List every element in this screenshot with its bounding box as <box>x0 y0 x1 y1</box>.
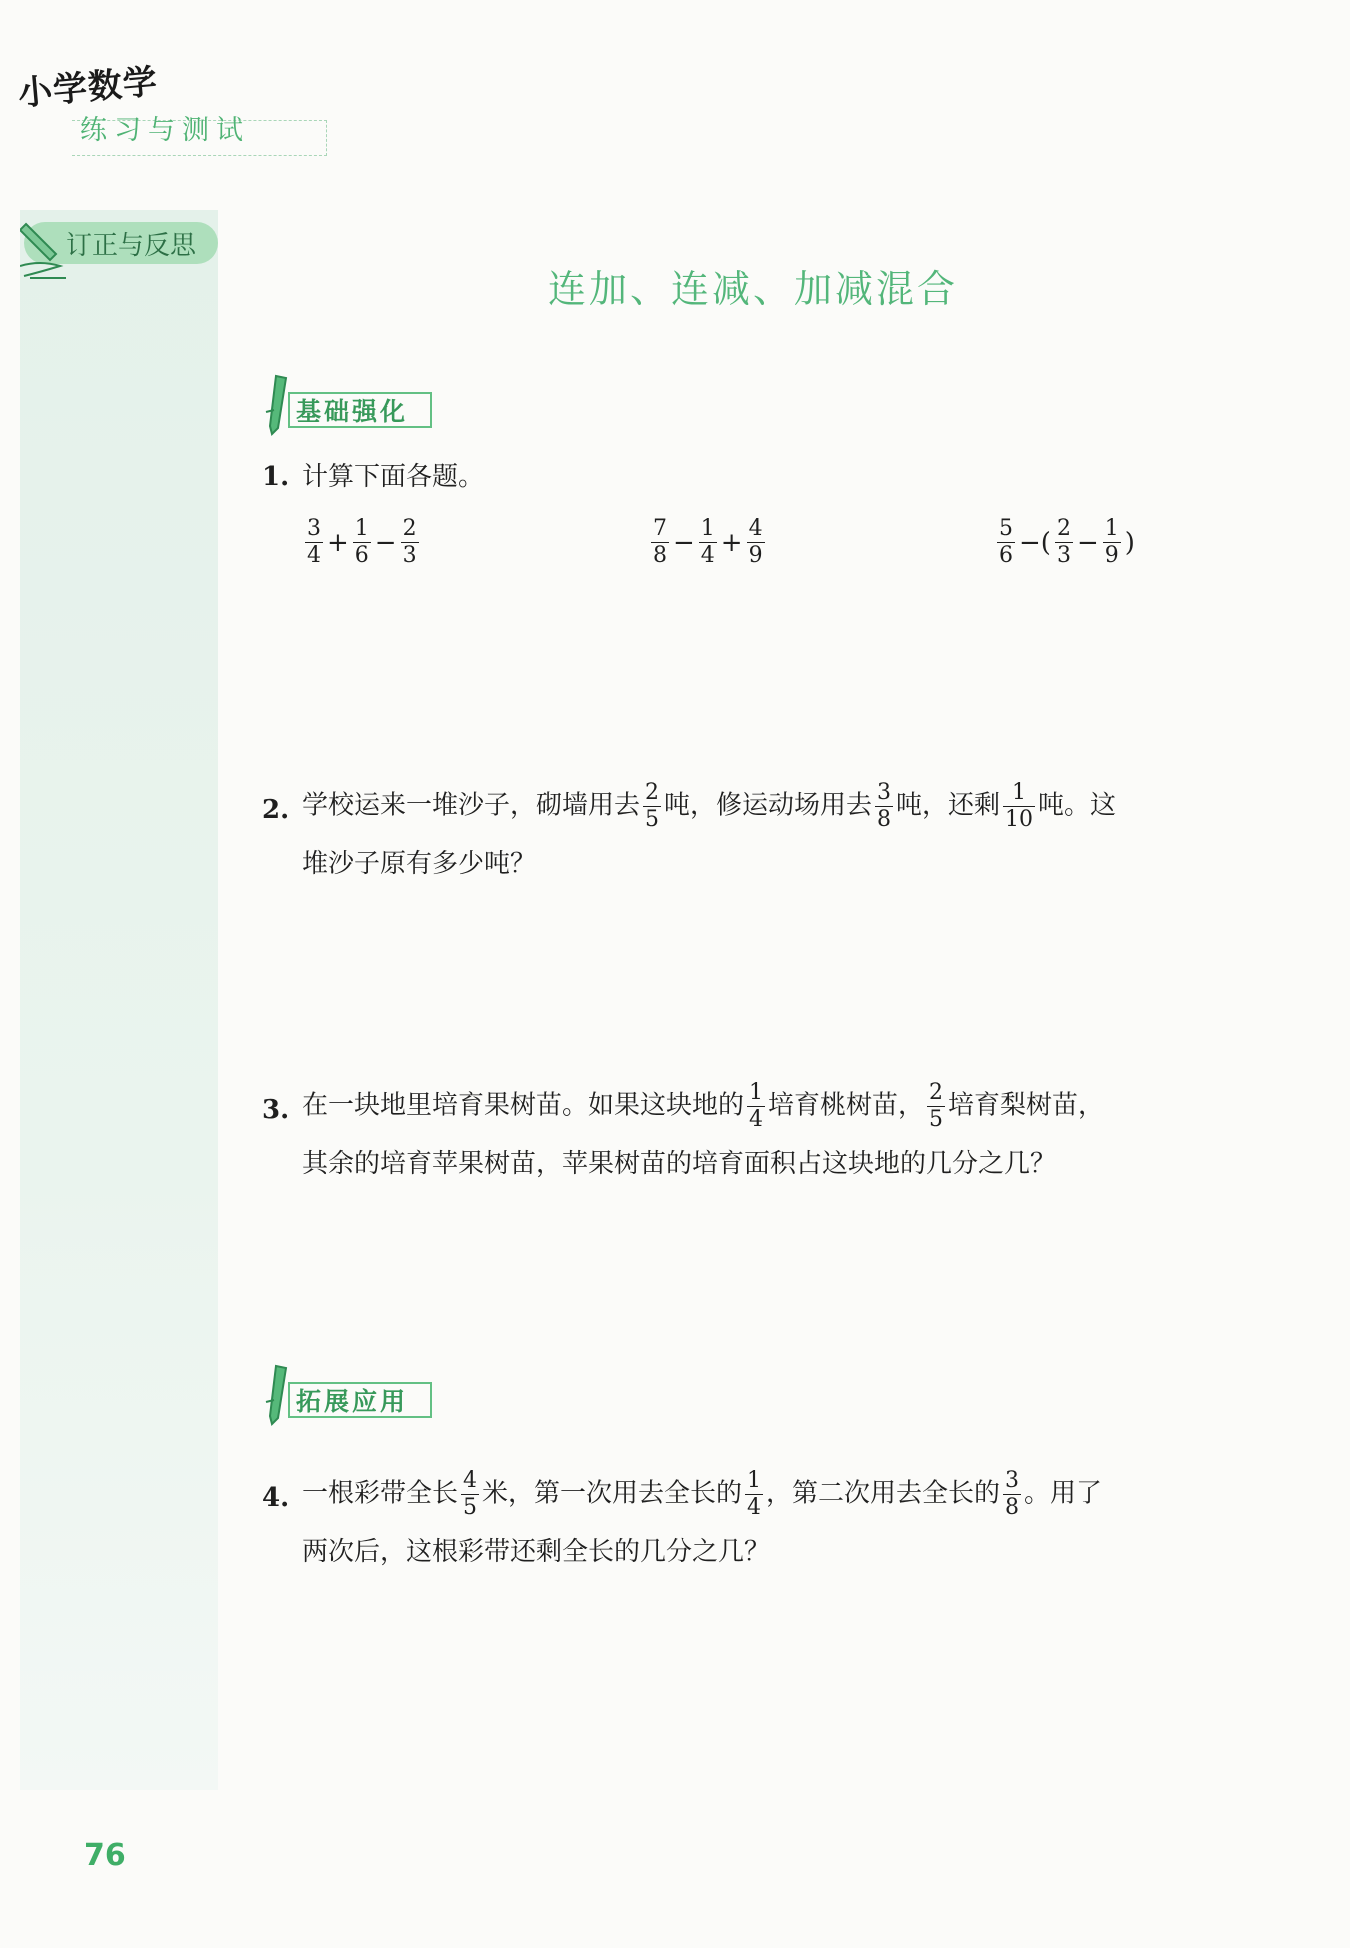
text-run: 。用了 <box>1024 1478 1103 1509</box>
numerator: 1 <box>354 516 369 541</box>
fraction <box>643 780 661 833</box>
review-label: 订正与反思 <box>66 231 197 261</box>
denominator: 10 <box>1005 807 1034 832</box>
denominator: 8 <box>1005 1495 1020 1520</box>
denominator: 5 <box>645 807 660 832</box>
question-text: 计算下面各题。 <box>302 462 485 492</box>
numerator: 1 <box>749 1080 764 1105</box>
numerator: 1 <box>700 516 715 541</box>
text-run: 在一块地里培育果树苗。如果这块地的 <box>302 1090 745 1121</box>
section-extend-header <box>262 1362 442 1422</box>
text-run: 培育梨树苗， <box>948 1090 1105 1121</box>
denominator: 3 <box>402 543 417 568</box>
question-number: 4. <box>262 1483 290 1513</box>
numerator: 3 <box>307 516 321 541</box>
denominator: 9 <box>1104 543 1119 568</box>
question-line-1 <box>302 1080 1104 1133</box>
question-number: 3. <box>262 1095 290 1125</box>
denominator: 9 <box>748 543 763 568</box>
fraction <box>747 516 765 569</box>
fraction <box>353 516 371 569</box>
lesson-title: 连加、连减、加减混合 <box>548 267 959 311</box>
text-run: 一根彩带全长 <box>302 1478 459 1509</box>
fraction <box>927 1080 945 1133</box>
numerator: 4 <box>463 1468 478 1493</box>
fraction <box>875 780 893 833</box>
fraction <box>745 1468 763 1521</box>
text-run: ，第二次用去全长的 <box>766 1478 1001 1509</box>
numerator: 3 <box>877 780 892 805</box>
numerator: 2 <box>929 1080 944 1105</box>
denominator: 5 <box>929 1107 944 1132</box>
question-number: 2. <box>262 795 290 825</box>
denominator: 5 <box>463 1495 478 1520</box>
numerator: 5 <box>999 516 1013 541</box>
section-extend-label: 拓展应用 <box>296 1387 409 1416</box>
fraction <box>651 516 669 569</box>
expression-2 <box>648 516 768 569</box>
text-run: 学校运来一堆沙子，砌墙用去 <box>302 790 641 821</box>
denominator: 4 <box>747 1495 762 1520</box>
book-subtitle: 练习与测试 <box>80 115 250 146</box>
numerator: 2 <box>402 516 417 541</box>
fraction <box>401 516 419 569</box>
question-line-1 <box>302 1468 1102 1521</box>
expression-1 <box>302 516 422 569</box>
question-line-2: 其余的培育苹果树苗，苹果树苗的培育面积占这块地的几分之几？ <box>302 1149 1057 1179</box>
denominator: 4 <box>700 543 715 568</box>
page-number: 76 <box>84 1838 126 1873</box>
denominator: 4 <box>749 1107 764 1132</box>
numerator: 1 <box>747 1468 762 1493</box>
operator: ) <box>1124 527 1135 558</box>
operator: + <box>327 527 349 558</box>
section-basic-header <box>262 372 442 432</box>
operator: + <box>720 527 743 558</box>
operator: − <box>374 527 397 558</box>
fraction <box>1103 516 1121 569</box>
fraction <box>305 516 323 569</box>
fraction <box>461 1468 479 1521</box>
numerator: 2 <box>645 780 660 805</box>
fraction <box>1003 780 1035 833</box>
denominator: 8 <box>653 543 667 568</box>
denominator: 4 <box>307 543 321 568</box>
numerator: 1 <box>1003 780 1035 807</box>
numerator: 2 <box>1056 516 1071 541</box>
numerator: 1 <box>1104 516 1119 541</box>
question-number: 1. <box>262 462 290 492</box>
denominator: 6 <box>354 543 369 568</box>
text-run: 吨。这 <box>1038 790 1117 821</box>
question-line-1 <box>302 780 1116 833</box>
question-line-2: 两次后，这根彩带还剩全长的几分之几？ <box>302 1537 771 1567</box>
fraction <box>1003 1468 1021 1521</box>
fraction <box>747 1080 765 1133</box>
denominator: 8 <box>877 807 892 832</box>
denominator: 3 <box>1056 543 1071 568</box>
operator: − <box>673 527 695 558</box>
book-title: 小学数学 <box>16 61 160 114</box>
section-basic-label: 基础强化 <box>296 397 409 426</box>
numerator: 7 <box>653 516 667 541</box>
operator: − <box>1076 527 1099 558</box>
text-run: 吨，还剩 <box>896 790 1001 821</box>
fraction <box>1055 516 1073 569</box>
fraction <box>699 516 717 569</box>
expression-3 <box>994 516 1136 569</box>
text-run: 米，第一次用去全长的 <box>482 1478 743 1509</box>
review-sidebar <box>20 210 218 1790</box>
numerator: 3 <box>1005 1468 1020 1493</box>
question-line-2: 堆沙子原有多少吨？ <box>302 849 537 879</box>
text-run: 培育桃树苗， <box>768 1090 925 1121</box>
numerator: 4 <box>748 516 763 541</box>
denominator: 6 <box>999 543 1013 568</box>
fraction <box>997 516 1015 569</box>
text-run: 吨，修运动场用去 <box>664 790 873 821</box>
operator: −( <box>1019 527 1051 558</box>
